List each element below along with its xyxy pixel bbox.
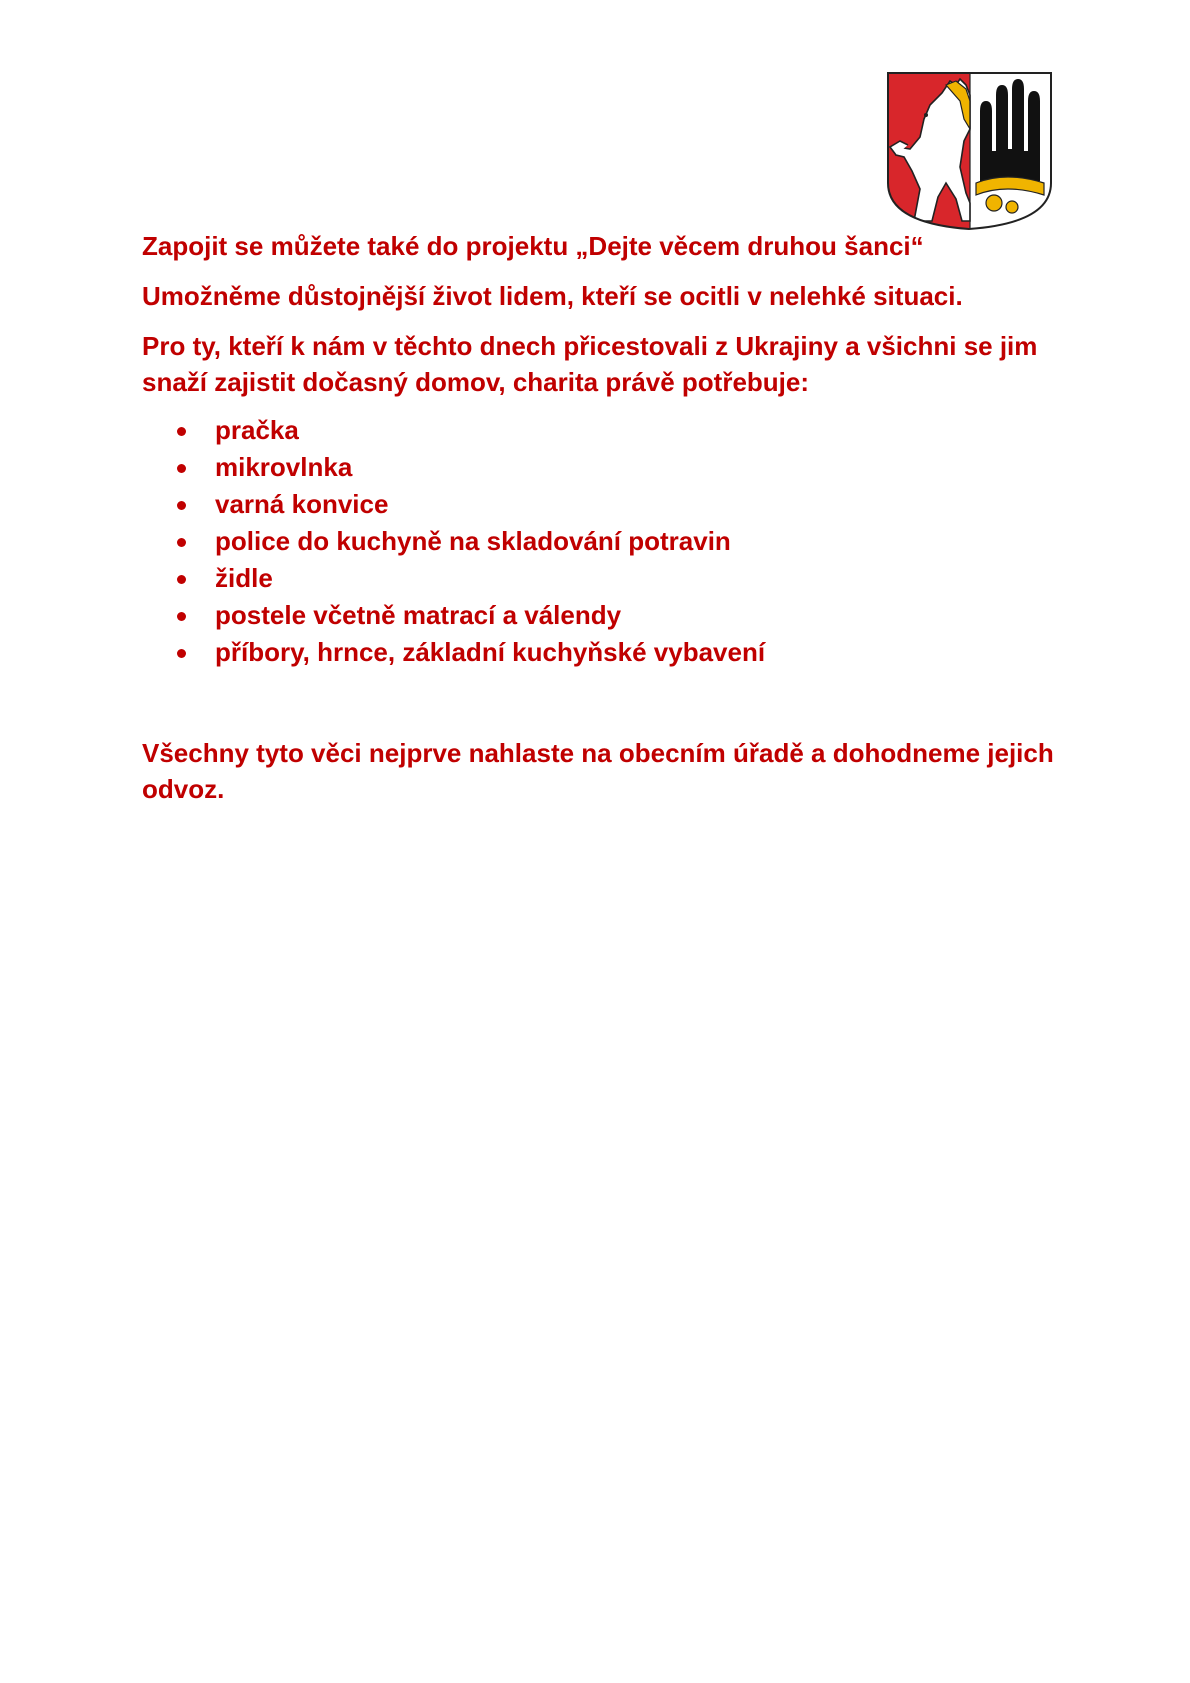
- document-intro: Pro ty, kteří k nám v těchto dnech přicestovali z Ukrajiny a všichni se jim snaží zajistit dočasný domov, charita právě potřebuje:: [142, 331, 1038, 397]
- document-subheading: Umožněme důstojnější život lidem, kteří se ocitli v nelehké situaci.: [142, 281, 963, 311]
- list-item: mikrovlnka: [215, 449, 1062, 486]
- municipal-coat-of-arms-icon: [886, 71, 1053, 231]
- list-item: příbory, hrnce, základní kuchyňské vybavení: [215, 634, 1062, 671]
- document-heading: Zapojit se můžete také do projektu „Dejte věcem druhou šanci“: [142, 231, 924, 261]
- list-item: police do kuchyně na skladování potravin: [215, 523, 1062, 560]
- list-item: pračka: [215, 412, 1062, 449]
- document-closing: Všechny tyto věci nejprve nahlaste na obecním úřadě a dohodneme jejich odvoz.: [142, 738, 1054, 804]
- needs-list: [142, 412, 1062, 671]
- list-item: varná konvice: [215, 486, 1062, 523]
- document-body: [142, 228, 1062, 807]
- list-item: židle: [215, 560, 1062, 597]
- list-item: postele včetně matrací a válendy: [215, 597, 1062, 634]
